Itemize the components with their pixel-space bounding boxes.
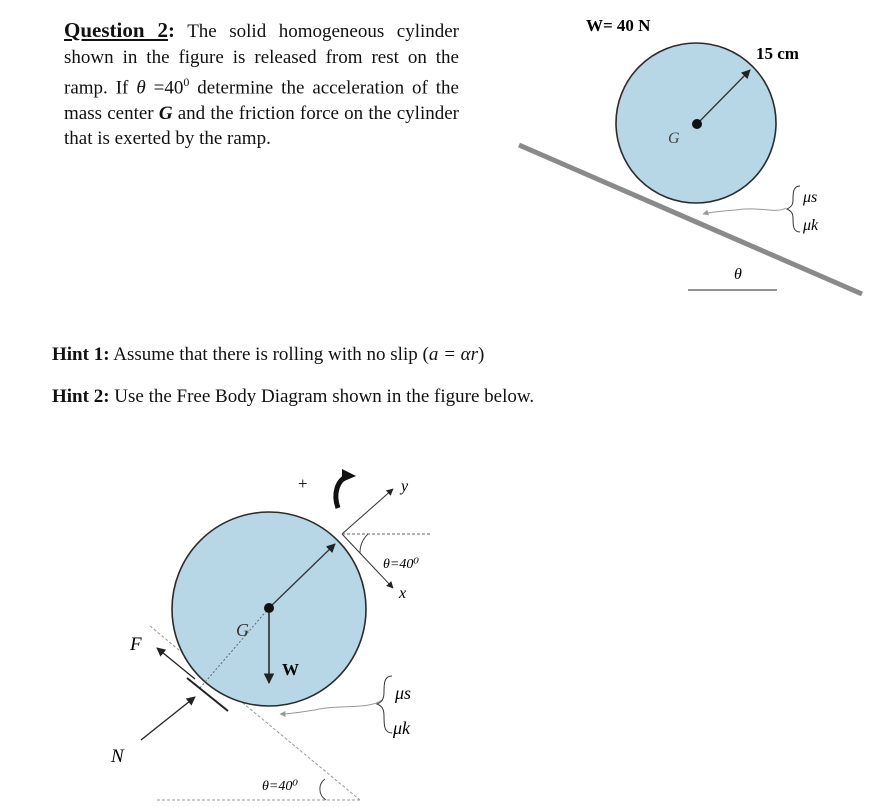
hint-1-formula: a = αr — [428, 344, 479, 365]
normal-force-label: N — [111, 746, 124, 767]
y-axis-label: y — [401, 478, 409, 495]
x-axis-label: x — [399, 585, 407, 602]
angle-label-top: θ=40⁰ — [383, 557, 419, 572]
question-text-3: determine the acceleration of the mass center — [64, 77, 459, 124]
friction-force-label: F — [130, 634, 142, 655]
top-figure — [519, 16, 862, 294]
y-axis-arrow — [342, 489, 393, 534]
hint-2-label: Hint 2: — [52, 386, 110, 407]
radius-label: 15 cm — [756, 44, 799, 63]
rotation-arrowhead-icon — [342, 469, 356, 482]
fbd-mu-s-label: μs — [395, 683, 412, 703]
angle-theta-label: θ — [734, 266, 742, 283]
degree-superscript: 0 — [183, 75, 190, 89]
fbd-mass-center-dot — [264, 603, 274, 613]
fbd-center-g-label: G — [236, 620, 249, 640]
question-label: Question 2 — [64, 18, 169, 42]
hint-2-text: Use the Free Body Diagram shown in the figure below. — [109, 386, 535, 407]
question-text-4: and the friction force on the cylinder that is exerted by the ramp. — [64, 102, 459, 150]
friction-brace — [787, 186, 800, 232]
center-g-label: G — [668, 130, 680, 147]
normal-arrow — [141, 697, 195, 740]
angle-arc-top — [360, 534, 368, 553]
fbd-mu-k-label: μk — [393, 718, 411, 738]
weight-label: W= 40 N — [586, 16, 651, 35]
question-text-2: =40 — [145, 77, 184, 99]
mass-center-label: G — [158, 102, 173, 124]
question-text-1: The solid homogeneous cylinder shown in the figure is released from rest on the ramp. If — [64, 21, 460, 99]
angle-label-bottom: θ=40⁰ — [262, 779, 298, 794]
theta-symbol: θ — [136, 77, 146, 99]
angle-arc-bottom — [320, 779, 326, 800]
mass-center-dot — [692, 119, 702, 129]
hint-1-suffix: ) — [478, 344, 485, 365]
rotation-direction-icon — [336, 476, 348, 508]
fbd-weight-label: W — [282, 660, 299, 679]
question-colon: : — [168, 18, 176, 42]
hint-1-text: Assume that there is rolling with no slip ( — [109, 344, 429, 365]
mu-s-label: μs — [803, 189, 818, 206]
hint-1-label: Hint 1: — [52, 344, 110, 365]
positive-sense-label: + — [298, 474, 308, 493]
free-body-diagram — [110, 469, 432, 800]
mu-k-label: μk — [803, 217, 819, 234]
contact-pointer — [703, 208, 786, 214]
fbd-friction-brace — [377, 676, 392, 733]
